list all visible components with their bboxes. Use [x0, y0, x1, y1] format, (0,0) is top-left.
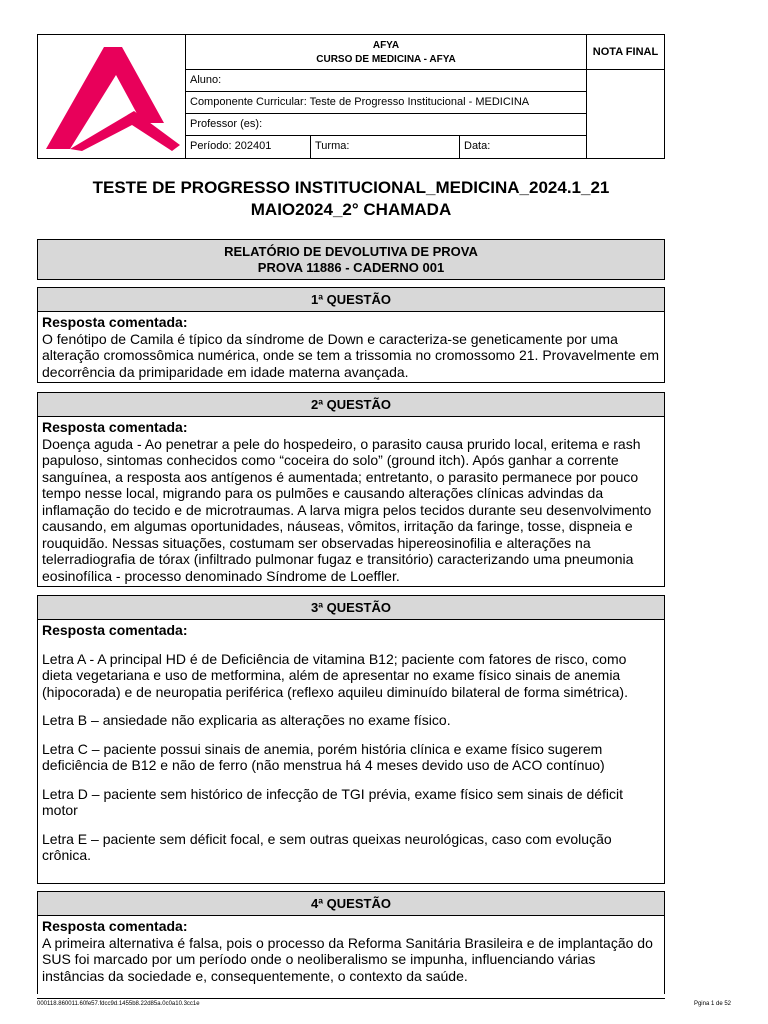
question-answer — [37, 620, 665, 884]
answer-label: Resposta comentada: — [42, 314, 188, 330]
logo-cell — [38, 35, 186, 158]
footer-divider — [37, 998, 665, 999]
question-heading: 2ª QUESTÃO — [37, 392, 665, 417]
answer-paragraph: Letra B – ansiedade não explicaria as alterações no exame físico. — [42, 712, 451, 728]
question-heading: 3ª QUESTÃO — [37, 595, 665, 620]
nota-final-cell — [586, 35, 664, 158]
aluno-field: Aluno: — [186, 70, 586, 92]
document-header — [37, 34, 665, 159]
answer-paragraph: O fenótipo de Camila é típico da síndrome de Down e caracteriza-se geneticamente por uma alteração cromossômica numérica, onde se tem a trissomia no cromossomo 21. Provavelmente em decorrência da primiparidade em idade materna avançada. — [42, 330, 660, 380]
answer-paragraph: Letra E – paciente sem déficit focal, e sem outras queixas neurológicas, caso com evolução crônica. — [42, 830, 612, 863]
org-name: AFYA — [372, 40, 400, 51]
report-heading — [37, 239, 665, 280]
header-fields — [186, 35, 586, 158]
data-field: Data: — [464, 140, 491, 152]
nota-final-label: NOTA FINAL — [587, 35, 664, 70]
question-answer — [37, 417, 665, 587]
question-answer — [37, 312, 665, 383]
answer-paragraph: Doença aguda - Ao penetrar a pele do hospedeiro, o parasito causa prurido local, eritema e rash papuloso, sintomas conhecidos como “coceira do solo” (ground itch). Após ganhar a corrente sanguínea, a resposta aos antígenos é aumentada; entretanto, o parasito permanece por pouco tempo nesse local, migrando para os pulmões e causando alterações clínicas advindas da inflamação do tecido e de microtraumas. A larva migra pelos tecidos durante seu desenvolvimento causando, em algumas oportunidades, náuseas, vômitos, irritação da faringe, tosse, dispneia e rouquidão. Nessas situações, costumam ser observadas hipereosinofilia e alterações na telerradiografia de tórax (infiltrado pulmonar fugaz e transitório) caracterizando uma pneumonia eosinofílica - processo denominado Síndrome de Loeffler. — [42, 435, 652, 584]
afya-logo-icon — [42, 41, 182, 153]
answer-paragraph: Letra C – paciente possui sinais de anemia, porém história clínica e exame físico sugerem deficiência de B12 e não de ferro (não menstrua há 4 meses devido uso de ACO contínuo) — [42, 740, 605, 773]
answer-label: Resposta comentada: — [42, 622, 188, 638]
periodo-field: Período: 202401 — [186, 136, 311, 158]
componente-field: Componente Curricular: Teste de Progresso Institucional - MEDICINA — [186, 92, 586, 114]
title-line-2: MAIO2024_2° CHAMADA — [250, 200, 452, 219]
answer-paragraph: A primeira alternativa é falsa, pois o processo da Reforma Sanitária Brasileira e de implantação do SUS foi marcado por um período onde o neoliberalismo se impunha, influenciando várias instâncias da sociedade e, consequentemente, o contexto da saúde. — [42, 934, 653, 984]
report-title: RELATÓRIO DE DEVOLUTIVA DE PROVA — [224, 244, 478, 259]
periodo-row — [186, 136, 586, 158]
question-heading: 1ª QUESTÃO — [37, 287, 665, 312]
footer-code: 000118.860011.60fe57.fdcc9d.1455b8.22d85a.0c0a10.3cc1e — [37, 1001, 200, 1007]
answer-paragraph: Letra D – paciente sem histórico de infecção de TGI prévia, exame físico sem sinais de déficit motor — [42, 785, 624, 818]
page-number: Pgina 1 de 52 — [693, 1001, 731, 1007]
answer-label: Resposta comentada: — [42, 419, 188, 435]
answer-label: Resposta comentada: — [42, 918, 188, 934]
question-answer — [37, 916, 665, 994]
turma-field: Turma: — [311, 136, 460, 158]
course-name: CURSO DE MEDICINA - AFYA — [316, 54, 456, 65]
page-title — [37, 177, 665, 221]
report-subtitle: PROVA 11886 - CADERNO 001 — [257, 260, 445, 275]
title-line-1: TESTE DE PROGRESSO INSTITUCIONAL_MEDICINA_2024.1_21 — [92, 178, 610, 197]
header-title — [186, 35, 586, 70]
question-heading: 4ª QUESTÃO — [37, 891, 665, 916]
answer-paragraph: Letra A - A principal HD é de Deficiência de vitamina B12; paciente com fatores de risco, como dieta vegetariana e uso de metformina, além de apresentar no exame físico sinais de anemia (hipocorada) e de neuropatia periférica (reflexo aquileu diminuído bilateral de forma simétrica). — [42, 650, 628, 700]
professor-field: Professor (es): — [186, 114, 586, 136]
